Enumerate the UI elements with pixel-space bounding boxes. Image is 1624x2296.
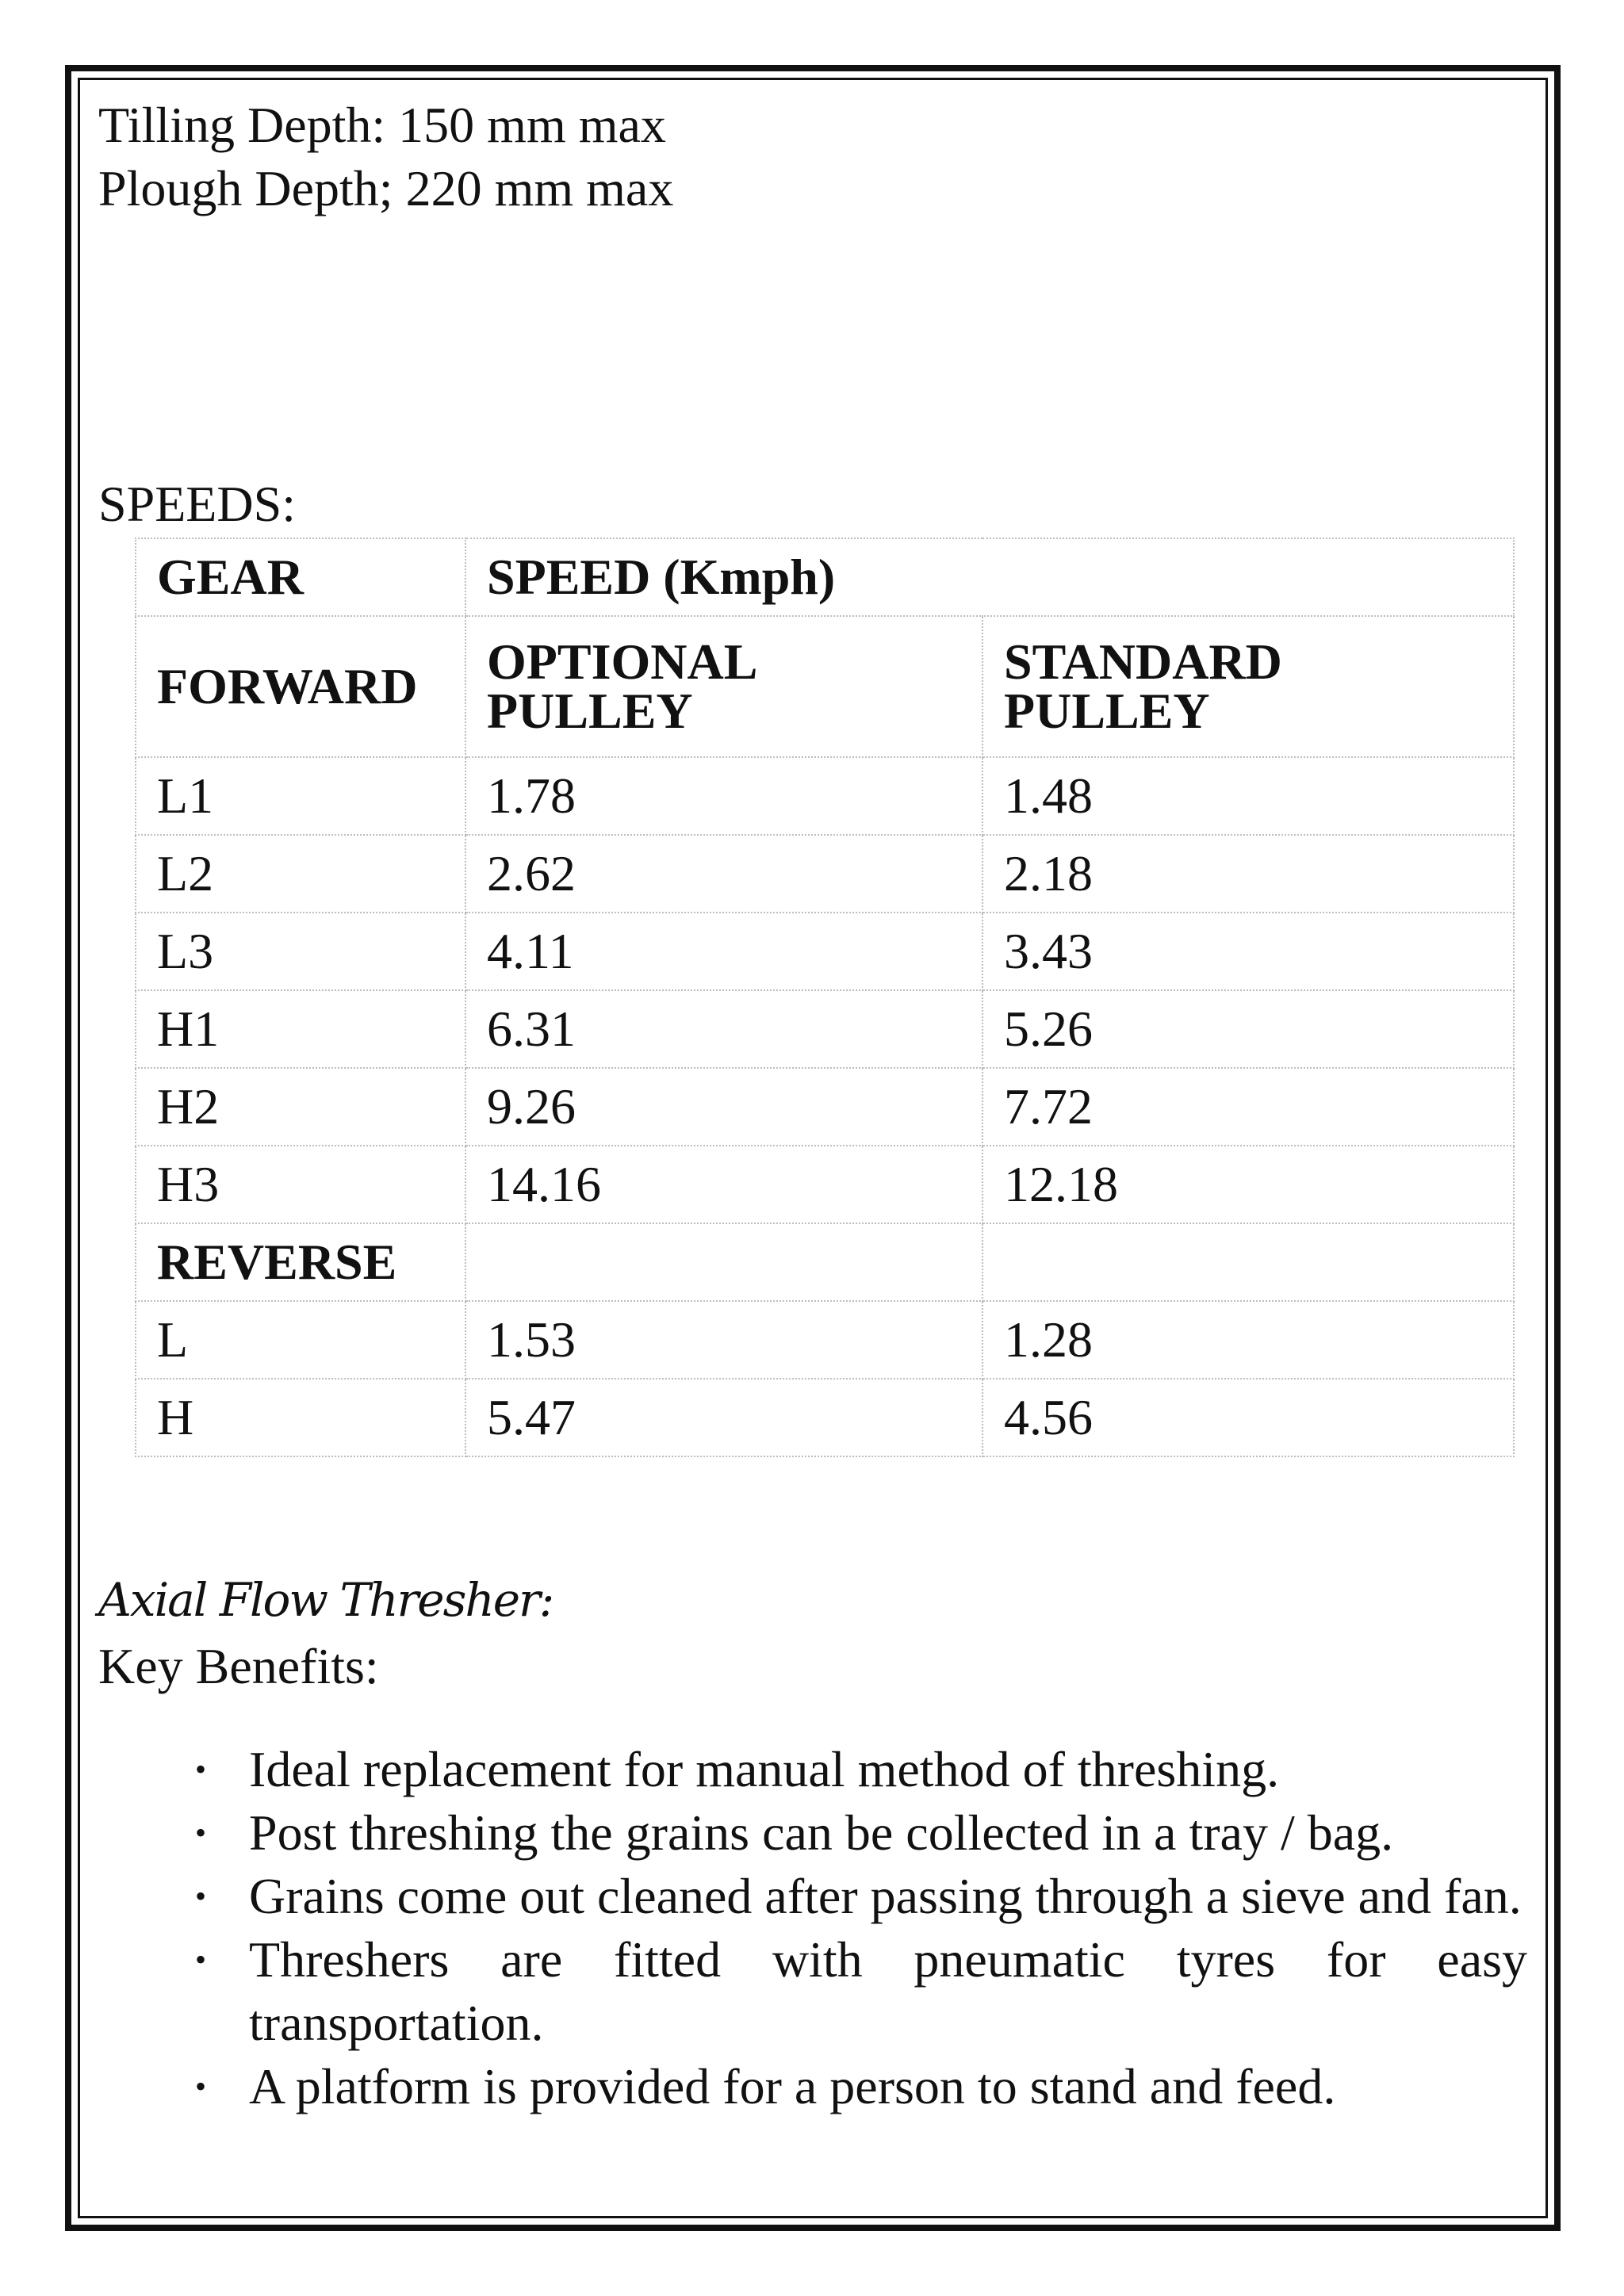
optional-cell: 5.47 [465,1379,982,1456]
optional-cell: 1.53 [465,1301,982,1379]
list-item [195,1738,1527,1801]
speed-table [135,538,1515,1457]
benefits-heading: Key Benefits: [98,1638,379,1694]
optional-cell: 6.31 [465,990,982,1068]
specs-block [98,94,1534,220]
benefit-text: A platform is provided for a person to stand and feed. [249,2058,1336,2114]
table-subheader-row [136,616,1514,757]
list-item [195,1801,1527,1865]
gear-cell: L1 [136,757,465,835]
table-row [136,1301,1514,1379]
header-gear: GEAR [136,538,465,616]
standard-cell: 4.56 [982,1379,1514,1456]
optional-cell: 9.26 [465,1068,982,1146]
benefits-list [195,1738,1527,2118]
header-optional-pulley: OPTIONAL PULLEY [465,616,982,757]
benefit-text: Post threshing the grains can be collected in a tray / bag. [249,1804,1394,1861]
gear-cell: H3 [136,1146,465,1223]
gear-cell: L2 [136,835,465,913]
standard-cell: 1.48 [982,757,1514,835]
header-speed: SPEED (Kmph) [465,538,1514,616]
empty-cell [982,1223,1514,1301]
table-row [136,990,1514,1068]
plough-depth: Plough Depth; 220 mm max [98,160,674,216]
table-header-row [136,538,1514,616]
bullet-icon: • [195,1942,207,1977]
list-item [195,1928,1527,2055]
standard-cell: 3.43 [982,913,1514,990]
table-row [136,835,1514,913]
gear-cell: L3 [136,913,465,990]
bullet-icon: • [195,1815,207,1850]
list-item [195,2055,1527,2118]
bullet-icon: • [195,1878,207,1914]
thresher-title: Axial Flow Thresher: [98,1573,553,1627]
standard-cell: 5.26 [982,990,1514,1068]
standard-cell: 12.18 [982,1146,1514,1223]
tilling-depth: Tilling Depth: 150 mm max [98,97,666,153]
optional-cell: 4.11 [465,913,982,990]
table-row [136,757,1514,835]
table-row [136,1379,1514,1456]
optional-cell: 2.62 [465,835,982,913]
empty-cell [465,1223,982,1301]
speeds-heading: SPEEDS: [98,476,296,532]
header-standard-pulley: STANDARD PULLEY [982,616,1514,757]
standard-cell: 2.18 [982,835,1514,913]
gear-cell: H [136,1379,465,1456]
benefit-text: Grains come out cleaned after passing through a sieve and fan. [249,1868,1522,1924]
gear-cell: H1 [136,990,465,1068]
list-item [195,1865,1527,1928]
standard-cell: 7.72 [982,1068,1514,1146]
bullet-icon: • [195,1751,207,1787]
table-reverse-row [136,1223,1514,1301]
optional-cell: 1.78 [465,757,982,835]
gear-cell: H2 [136,1068,465,1146]
table-row [136,1146,1514,1223]
benefit-text: Threshers are fitted with pneumatic tyres for easy transportation. [249,1931,1527,2051]
gear-cell: L [136,1301,465,1379]
optional-cell: 14.16 [465,1146,982,1223]
benefit-text: Ideal replacement for manual method of threshing. [249,1741,1280,1797]
header-forward: FORWARD [136,616,465,757]
header-reverse: REVERSE [136,1223,465,1301]
table-row [136,913,1514,990]
standard-cell: 1.28 [982,1301,1514,1379]
table-row [136,1068,1514,1146]
bullet-icon: • [195,2068,207,2104]
